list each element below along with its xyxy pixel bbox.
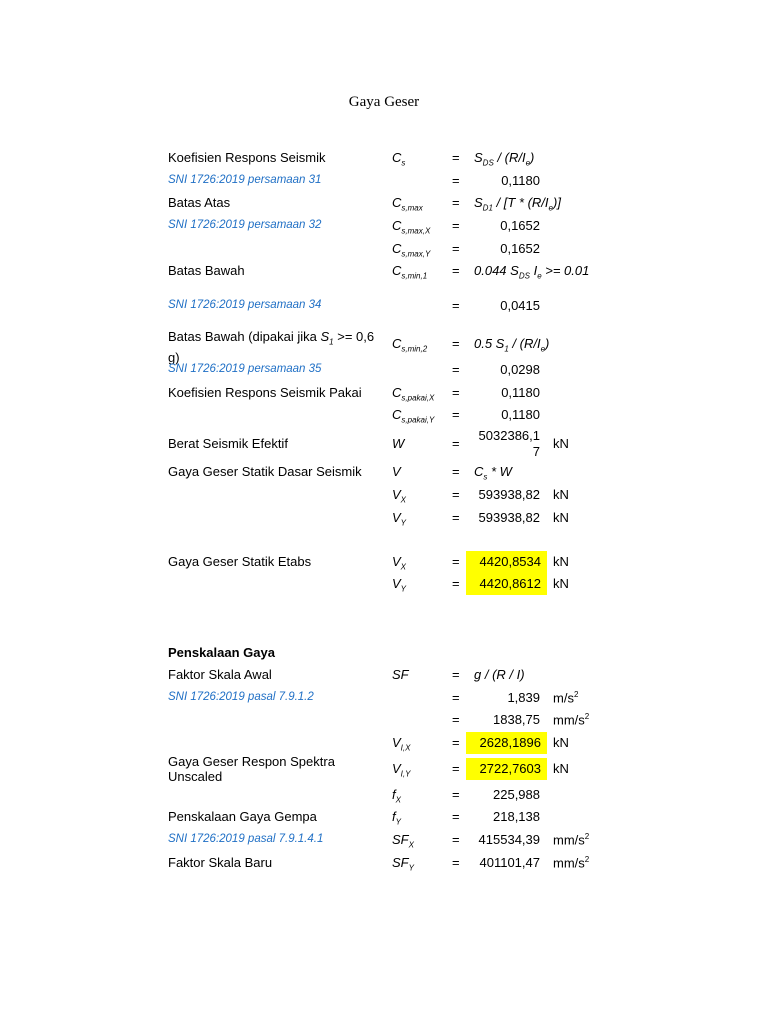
equals-sign: = (452, 298, 460, 313)
symbol-cs-pakai-y: $C_{s,pakai,Y}$ (392, 407, 435, 425)
value-cs-pakai-y: 0,1180 (501, 407, 540, 422)
formula-cs-min1: 0.044 $S_{DS}$ $I_e >= 0.01$ (474, 263, 590, 281)
reference-persamaan-31: SNI 1726:2019 persamaan 31 (168, 174, 322, 186)
label-koefisien-respons: Koefisien Respons Seismik (168, 150, 326, 165)
value-sfx: 415534,39 (478, 832, 540, 847)
equals-sign: = (452, 690, 460, 705)
equals-sign: = (452, 761, 460, 776)
symbol-sfx: $SF_X$ (392, 832, 414, 850)
unit-kn: kN (553, 735, 569, 750)
equals-sign: = (452, 809, 460, 824)
reference-pasal-7912: SNI 1726:2019 pasal 7.9.1.2 (168, 691, 314, 703)
unit-mms2: $mm/s^2$ (553, 832, 590, 848)
value-vx: 593938,82 (478, 487, 540, 502)
unit-kn: kN (553, 554, 569, 569)
unit-mms2: $mm/s^2$ (553, 855, 590, 871)
value-cs-max-x: 0,1652 (500, 218, 540, 233)
symbol-cs-min1: $C_{s,min,1}$ (392, 263, 428, 281)
formula-cs-min2: 0.5 $S_1 / (R/I_e)$ (474, 336, 550, 354)
value-cs-min1: 0,0415 (500, 298, 540, 313)
unit-kn: kN (553, 510, 569, 525)
equals-sign: = (452, 712, 460, 727)
equals-sign: = (452, 855, 460, 870)
label-batas-bawah: Batas Bawah (168, 263, 245, 278)
equals-sign: = (452, 554, 460, 569)
equals-sign: = (452, 735, 460, 750)
label-berat-seismik: Berat Seismik Efektif (168, 436, 288, 451)
page-title: Gaya Geser (348, 94, 420, 110)
symbol-vx: $V_X$ (392, 487, 407, 505)
value-sfy: 401101,47 (479, 855, 540, 870)
label-koefisien-pakai: Koefisien Respons Seismik Pakai (168, 385, 362, 400)
equals-sign: = (452, 336, 460, 351)
label-faktor-skala-baru: Faktor Skala Baru (168, 855, 273, 870)
value-etabs-vx: 4420,8534 (466, 551, 547, 573)
symbol-cs-pakai-x: $C_{s,pakai,X}$ (392, 385, 435, 403)
value-etabs-vy: 4420,8612 (466, 573, 547, 595)
equals-sign: = (452, 487, 460, 502)
label-gaya-geser-respon-spektra: Gaya Geser Respon Spektra Unscaled (168, 754, 335, 784)
equals-sign: = (452, 362, 460, 377)
value-vix: 2628,1896 (466, 732, 547, 754)
equals-sign: = (452, 218, 460, 233)
equals-sign: = (452, 195, 460, 210)
reference-persamaan-35: SNI 1726:2019 persamaan 35 (168, 363, 322, 375)
symbol-viy: $V_{I,Y}$ (392, 761, 411, 779)
symbol-sfy: $SF_Y$ (392, 855, 414, 873)
formula-sf: g / (R / I) (474, 667, 525, 682)
label-gaya-geser-etabs: Gaya Geser Statik Etabs (168, 554, 312, 569)
equals-sign: = (452, 263, 460, 278)
equals-sign: = (452, 667, 460, 682)
symbol-cs-max: $C_{s,max}$ (392, 195, 423, 213)
equals-sign: = (452, 407, 460, 422)
symbol-vy: $V_Y$ (392, 510, 407, 528)
value-fy: 218,138 (493, 809, 540, 824)
value-sf-ms2: 1,839 (507, 690, 540, 705)
unit-ms2: $m/s^2$ (553, 690, 579, 706)
symbol-sf: SF (392, 667, 409, 682)
label-batas-bawah-s1: Batas Bawah (dipakai jika $S_1 >= 0,6$ g) (168, 329, 375, 365)
formula-cs-max: $S_{D1} / [T * (R/I_e)]$ (474, 195, 561, 213)
unit-kn: kN (553, 761, 569, 776)
label-faktor-skala-awal: Faktor Skala Awal (168, 667, 272, 682)
equals-sign: = (452, 510, 460, 525)
symbol-fy: $f_Y$ (392, 809, 401, 827)
reference-persamaan-34: SNI 1726:2019 persamaan 34 (168, 299, 322, 311)
equals-sign: = (452, 832, 460, 847)
unit-kn: kN (553, 576, 569, 591)
equals-sign: = (452, 173, 460, 188)
value-sf-mms2: 1838,75 (493, 712, 540, 727)
symbol-cs-min2: $C_{s,min,2}$ (392, 336, 428, 354)
equals-sign: = (452, 576, 460, 591)
value-vy: 593938,82 (478, 510, 540, 525)
unit-kn: kN (553, 487, 569, 502)
symbol-cs: $C_s$ (392, 150, 406, 168)
value-viy: 2722,7603 (466, 758, 547, 780)
equals-sign: = (452, 385, 460, 400)
label-penskalaan-gaya-gempa: Penskalaan Gaya Gempa (168, 809, 317, 824)
symbol-vx: $V_X$ (392, 554, 407, 572)
symbol-v: V (392, 464, 401, 479)
unit-kn: kN (553, 436, 569, 451)
symbol-vy: $V_Y$ (392, 576, 407, 594)
value-w: 5032386,1 7 (478, 428, 540, 459)
symbol-vix: $V_{I,X}$ (392, 735, 411, 753)
equals-sign: = (452, 787, 460, 802)
value-cs-pakai-x: 0,1180 (501, 385, 540, 400)
equals-sign: = (452, 241, 460, 256)
value-cs-max-y: 0,1652 (500, 241, 540, 256)
value-fx: 225,988 (493, 787, 540, 802)
symbol-cs-max-y: $C_{s,max,Y}$ (392, 241, 431, 259)
symbol-fx: $f_X$ (392, 787, 401, 805)
formula-cs: $S_{DS} / (R/I_e)$ (474, 150, 535, 168)
value-cs-min2: 0,0298 (500, 362, 540, 377)
symbol-cs-max-x: $C_{s,max,X}$ (392, 218, 431, 236)
equals-sign: = (452, 150, 460, 165)
value-cs: 0,1180 (501, 173, 540, 188)
symbol-w: W (392, 436, 405, 451)
reference-persamaan-32: SNI 1726:2019 persamaan 32 (168, 219, 322, 231)
equals-sign: = (452, 464, 460, 479)
unit-mms2: $mm/s^2$ (553, 712, 590, 728)
equals-sign: = (452, 436, 460, 451)
reference-pasal-79141: SNI 1726:2019 pasal 7.9.1.4.1 (168, 833, 324, 845)
label-batas-atas: Batas Atas (168, 195, 231, 210)
label-gaya-geser-statik: Gaya Geser Statik Dasar Seismik (168, 464, 362, 479)
section-heading: Penskalaan Gaya (168, 645, 275, 660)
formula-v: $C_s$ * W (474, 464, 512, 482)
